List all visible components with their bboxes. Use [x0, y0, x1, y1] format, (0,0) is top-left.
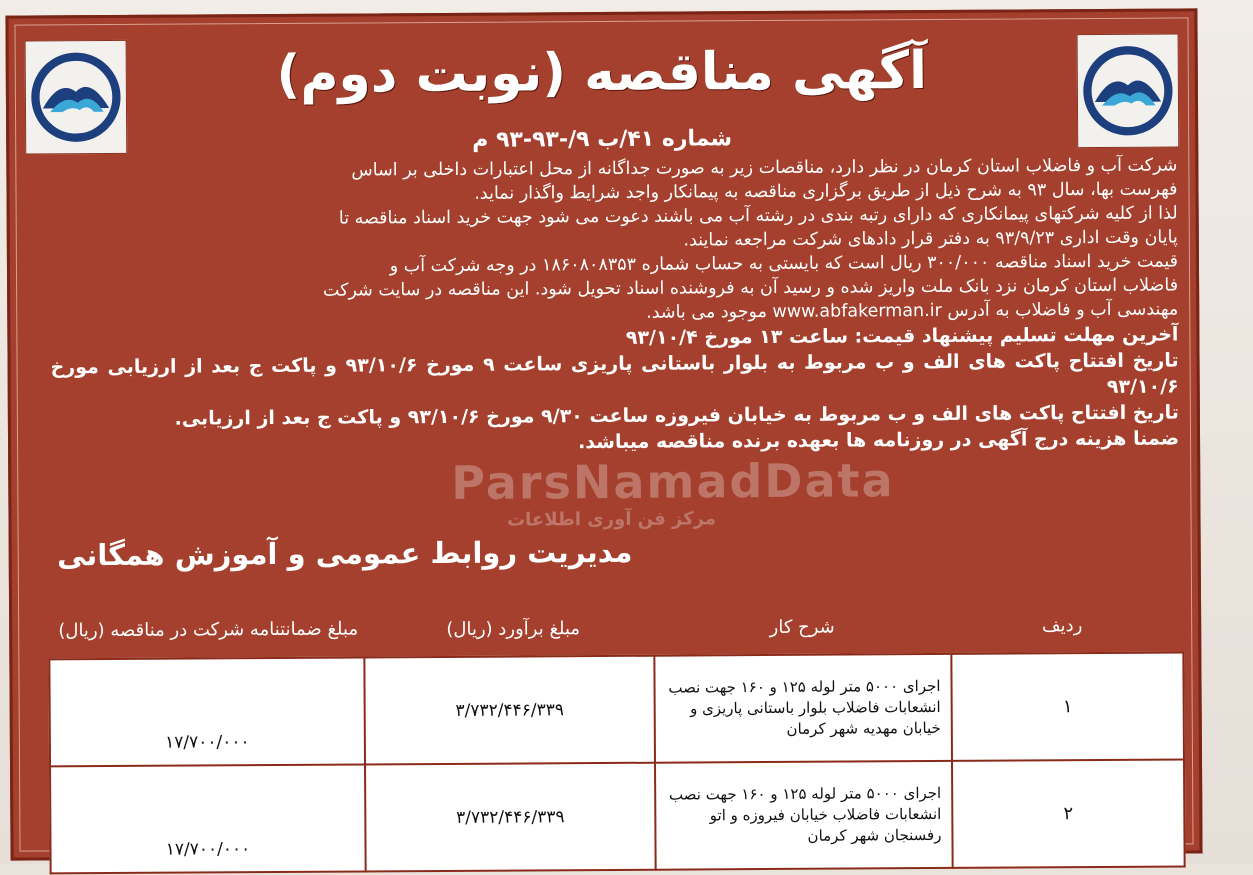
cell-sharh: اجرای ۵۰۰۰ متر لوله ۱۲۵ و ۱۶۰ جهت نصب انشعابات فاضلاب خیابان فیروزه و اتو رفسنجان شهر کرمان: [655, 761, 953, 870]
ad-body: [49, 153, 1179, 458]
cell-zemanat: ۱۷/۷۰۰/۰۰۰: [50, 764, 366, 873]
body-line: مهندسی آب و فاضلاب به آدرس www.abfakerman.ir موجود می باشد.: [646, 299, 1179, 323]
cost-note: ضمنا هزینه درج آگهی در روزنامه ها بعهده برنده مناقصه میباشد.: [577, 427, 1180, 454]
watermark-subtitle: مرکز فن آوری اطلاعات: [506, 508, 717, 531]
company-logo-right: [1077, 33, 1180, 148]
cell-sharh: اجرای ۵۰۰۰ متر لوله ۱۲۵ و ۱۶۰ جهت نصب انشعابات فاضلاب بلوار باستانی پاریزی و خیابان مهدیه شهر کرمان: [654, 654, 952, 763]
header-zemanat: مبلغ ضمانتنامه شرکت در مناقصه (ریال): [58, 618, 359, 642]
cell-zemanat: ۱۷/۷۰۰/۰۰۰: [49, 657, 365, 766]
opening-text-2: تاریخ افتتاح پاکت های الف و ب مربوط به خیابان فیروزه ساعت ۹/۳۰ مورخ ۹۳/۱۰/۶ و پاکت ج بعد از ارزیابی.: [174, 401, 1179, 430]
ad-title: آگهی مناقصه (نوبت دوم): [276, 41, 928, 105]
cell-radif: ۱: [951, 652, 1184, 760]
company-logo-left: [25, 40, 128, 155]
signature: مدیریت روابط عمومی و آموزش همگانی: [56, 534, 633, 573]
watermark-brand: ParsNamadData: [451, 453, 895, 510]
tender-table: [48, 651, 1185, 874]
body-line: فاضلاب استان کرمان نزد بانک ملت واریز شده و رسید آن به فروشنده اسناد تحویل شود. این مناقصه در سایت شرکت: [322, 275, 1179, 301]
cell-mablagh: ۳/۷۳۲/۴۴۶/۳۳۹: [364, 656, 655, 765]
header-radif: ردیف: [1041, 614, 1083, 636]
tender-advertisement: [5, 8, 1202, 860]
header-sharh: شرح کار: [769, 616, 835, 638]
opening-text-1: تاریخ افتتاح پاکت های الف و ب مربوط به بلوار باستانی پاریزی ساعت ۹ مورخ ۹۳/۱۰/۶ و پاکت ج بعد از ارزیابی مورخ ۹۳/۱۰/۶: [50, 349, 1179, 398]
header-mablagh: مبلغ برآورد (ریال): [446, 617, 581, 640]
body-line: پایان وقت اداری ۹۳/۹/۲۳ به دفتر قرار دادهای شرکت مراجعه نمایند.: [683, 227, 1178, 251]
body-line: فهرست بها، سال ۹۳ به شرح ذیل از طریق برگزاری مناقصه به پیمانکار واجد شرایط واگذار نماید.: [474, 179, 1178, 204]
ad-number: شماره ۴۱/ب ۹/-۹۳-۹۳ م: [472, 126, 733, 153]
water-utility-logo-icon: [1082, 45, 1175, 138]
table-row: [49, 652, 1184, 766]
body-line: شرکت آب و فاضلاب استان کرمان در نظر دارد، مناقصات زیر به صورت جداگانه از محل اعتبارات داخلی بر اساس: [351, 155, 1178, 181]
body-line: قیمت خرید اسناد مناقصه ۳۰۰/۰۰۰ ریال است که بایستی به حساب شماره ۱۸۶۰۸۰۸۳۵۳ در وجه شرکت آب و: [389, 251, 1179, 277]
cell-mablagh: ۳/۷۳۲/۴۴۶/۳۳۹: [365, 763, 656, 872]
cell-radif: ۲: [952, 759, 1185, 867]
body-line: لذا از کلیه شرکتهای پیمانکاری که دارای رتبه بندی در رشته آب می باشند دعوت می شود جهت خرید اسناد مناقصه تا: [338, 203, 1178, 229]
table-row: [50, 759, 1185, 873]
water-utility-logo-icon: [30, 51, 123, 144]
deadline-text: آخرین مهلت تسلیم پیشنهاد قیمت: ساعت ۱۳ مورخ ۹۳/۱۰/۴: [625, 323, 1179, 349]
